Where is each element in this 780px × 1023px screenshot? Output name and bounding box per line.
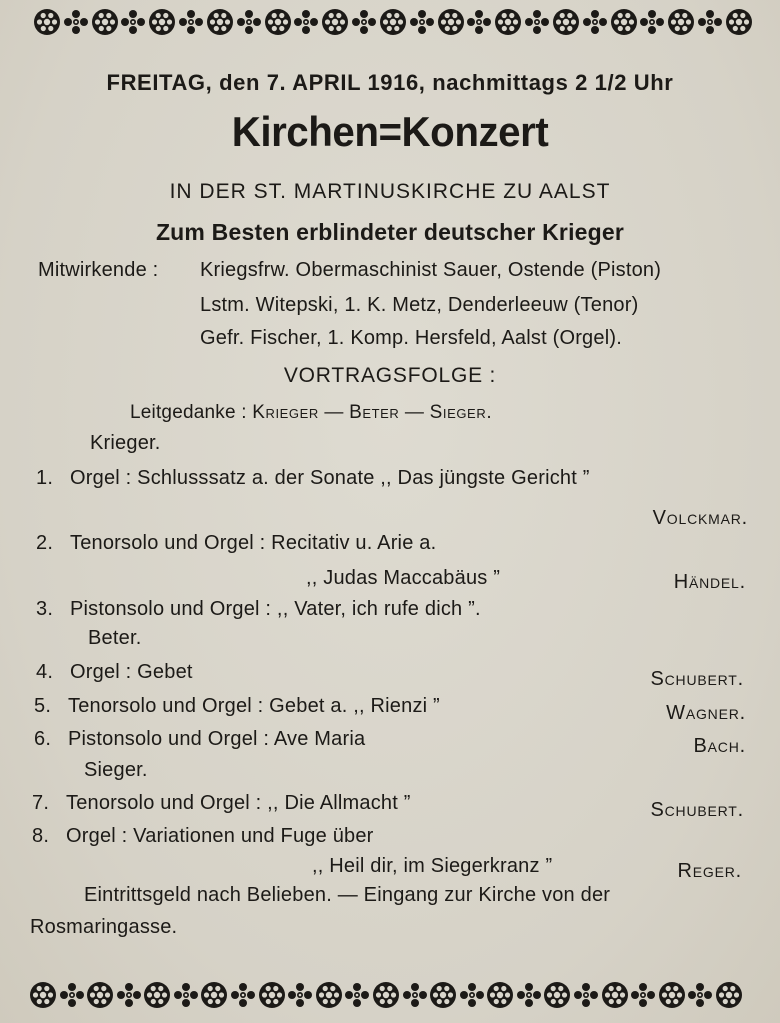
item-text: Orgel : Gebet (70, 661, 193, 683)
rosette-icon (485, 980, 515, 1010)
rosette-icon (666, 7, 696, 37)
diamond-flower-icon (351, 9, 377, 35)
item-number: 4. (36, 661, 54, 683)
diamond-flower-icon (459, 982, 485, 1008)
diamond-flower-icon (573, 982, 599, 1008)
rosette-icon (257, 980, 287, 1010)
diamond-flower-icon (630, 982, 656, 1008)
rosette-icon (263, 7, 293, 37)
top-ornament-border (32, 2, 754, 42)
diamond-flower-icon (120, 9, 146, 35)
rosette-icon (28, 980, 58, 1010)
diamond-flower-icon (639, 9, 665, 35)
program-item-1 (36, 467, 590, 490)
item-number: 3. (36, 598, 54, 620)
rosette-icon (147, 7, 177, 37)
diamond-flower-icon (293, 9, 319, 35)
item-7-composer: Schubert. (650, 799, 744, 821)
performers-label: Mitwirkende : (38, 259, 159, 281)
diamond-flower-icon (63, 9, 89, 35)
diamond-flower-icon (236, 9, 262, 35)
program-item-7 (32, 792, 411, 815)
rosette-icon (205, 7, 235, 37)
motto-beter: Beter (349, 402, 400, 423)
diamond-flower-icon (466, 9, 492, 35)
item-text: Pistonsolo und Orgel : Ave Maria (68, 728, 366, 750)
location-line: IN DER ST. MARTINUSKIRCHE ZU AALST (169, 180, 611, 203)
section-heading-beter: Beter. (88, 627, 142, 649)
program-item-2 (36, 532, 436, 555)
item-text: Tenorsolo und Orgel : Recitativ u. Arie a. (70, 532, 437, 554)
purpose-line: Zum Besten erblindeter deutscher Krieger (155, 219, 625, 245)
motto-line (130, 402, 492, 424)
program-item-4 (36, 661, 193, 684)
rosette-icon (551, 7, 581, 37)
diamond-flower-icon (287, 982, 313, 1008)
rosette-icon (371, 980, 401, 1010)
item-number: 2. (36, 532, 54, 554)
item-5-composer: Wagner. (666, 702, 746, 724)
rosette-icon (378, 7, 408, 37)
item-text: Pistonsolo und Orgel : ,, Vater, ich rufe dich ”. (70, 598, 481, 620)
program-item-5 (34, 695, 440, 718)
page-title: Kirchen=Konzert (231, 108, 549, 155)
diamond-flower-icon (516, 982, 542, 1008)
item-number: 8. (32, 825, 50, 847)
rosette-icon (314, 980, 344, 1010)
item-6-composer: Bach. (693, 735, 746, 757)
item-4-composer: Schubert. (650, 668, 744, 690)
rosette-icon (32, 7, 62, 37)
program-item-8 (32, 825, 374, 848)
item-8-composer: Reger. (677, 860, 742, 882)
rosette-icon (600, 980, 630, 1010)
rosette-icon (142, 980, 172, 1010)
program-item-3 (36, 598, 481, 621)
item-text: Orgel : Schlusssatz a. der Sonate ,, Das jüngste Gericht ” (70, 467, 590, 489)
item-2-continuation: ,, Judas Maccabäus ” (306, 567, 501, 589)
rosette-icon (542, 980, 572, 1010)
diamond-flower-icon (178, 9, 204, 35)
diamond-flower-icon (409, 9, 435, 35)
diamond-flower-icon (230, 982, 256, 1008)
rosette-icon (320, 7, 350, 37)
rosette-icon (493, 7, 523, 37)
motto-sieger: Sieger. (429, 402, 493, 423)
performer-2: Lstm. Witepski, 1. K. Metz, Denderleeuw (Tenor) (200, 294, 639, 316)
performer-3: Gefr. Fischer, 1. Komp. Hersfeld, Aalst (Orgel). (200, 327, 622, 349)
diamond-flower-icon (344, 982, 370, 1008)
admission-note: Eintrittsgeld nach Belieben. — Eingang zur Kirche von der (84, 884, 611, 906)
diamond-flower-icon (697, 9, 723, 35)
diamond-flower-icon (116, 982, 142, 1008)
diamond-flower-icon (524, 9, 550, 35)
rosette-icon (714, 980, 744, 1010)
rosette-icon (657, 980, 687, 1010)
item-number: 6. (34, 728, 52, 750)
item-text: Orgel : Variationen und Fuge über (66, 825, 374, 847)
item-number: 7. (32, 792, 50, 814)
section-heading-krieger: Krieger. (90, 432, 161, 454)
item-8-continuation: ,, Heil dir, im Siegerkranz ” (312, 855, 553, 877)
performer-1: Kriegsfrw. Obermaschinist Sauer, Ostende (Piston) (200, 259, 662, 281)
diamond-flower-icon (59, 982, 85, 1008)
item-text: Tenorsolo und Orgel : ,, Die Allmacht ” (66, 792, 411, 814)
motto-prefix: Leitgedanke : (130, 402, 247, 423)
item-2-composer: Händel. (673, 571, 746, 593)
item-number: 5. (34, 695, 52, 717)
section-heading-sieger: Sieger. (84, 759, 148, 781)
admission-note-continued: Rosmaringasse. (30, 916, 178, 938)
rosette-icon (199, 980, 229, 1010)
program-heading: VORTRAGSFOLGE : (283, 364, 497, 387)
diamond-flower-icon (173, 982, 199, 1008)
date-line: FREITAG, den 7. APRIL 1916, nachmittags 2 1/2 Uhr (106, 70, 674, 95)
motto-krieger: Krieger (252, 402, 319, 423)
diamond-flower-icon (582, 9, 608, 35)
rosette-icon (436, 7, 466, 37)
item-text: Tenorsolo und Orgel : Gebet a. ,, Rienzi ” (68, 695, 440, 717)
item-1-composer: Volckmar. (652, 507, 748, 529)
diamond-flower-icon (402, 982, 428, 1008)
rosette-icon (428, 980, 458, 1010)
rosette-icon (609, 7, 639, 37)
motto-dash-1: — (324, 402, 344, 423)
motto-dash-2: — (404, 402, 425, 423)
item-number: 1. (36, 467, 54, 489)
rosette-icon (724, 7, 754, 37)
rosette-icon (85, 980, 115, 1010)
rosette-icon (90, 7, 120, 37)
bottom-ornament-border (28, 975, 744, 1015)
diamond-flower-icon (687, 982, 713, 1008)
program-item-6 (34, 728, 365, 751)
